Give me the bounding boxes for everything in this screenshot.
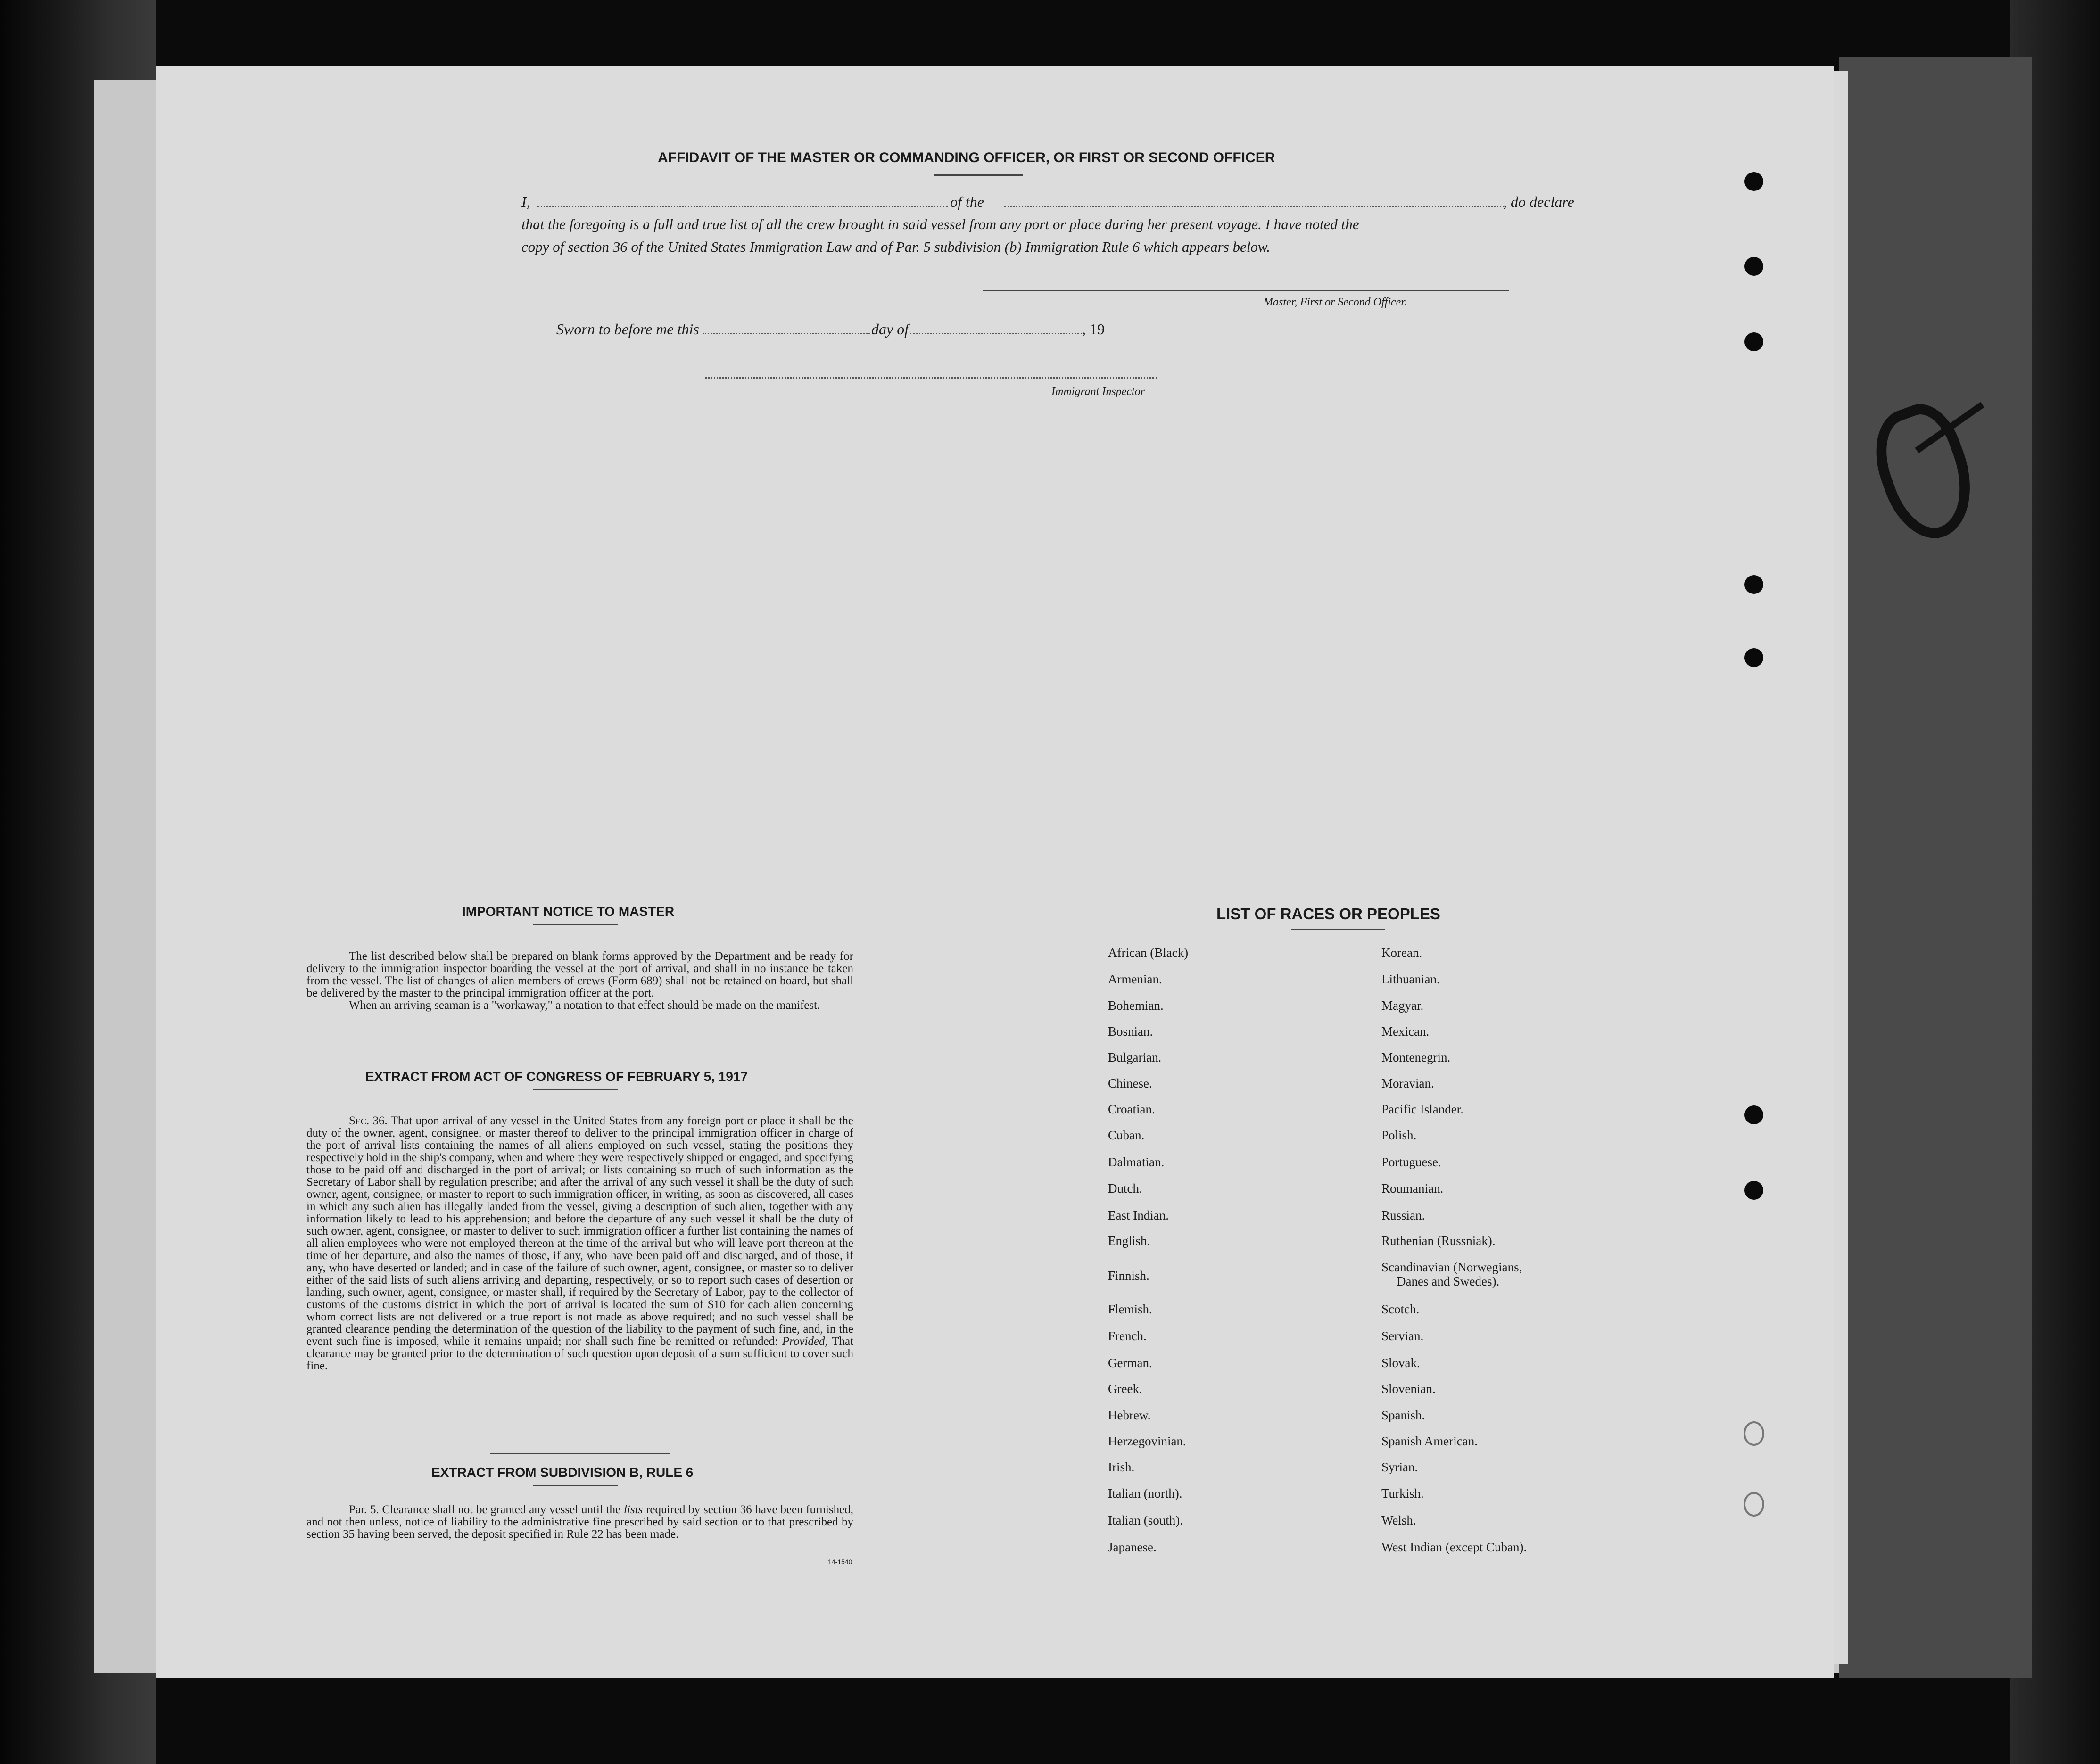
race-item: Roumanian. (1381, 1181, 1444, 1195)
race-item: Portuguese. (1381, 1155, 1441, 1169)
race-item: Italian (north). (1108, 1486, 1182, 1500)
punch-hole (1744, 1105, 1763, 1124)
form-number: 14-1540 (828, 1558, 852, 1566)
race-item: Moravian. (1381, 1076, 1434, 1090)
race-item: Scotch. (1381, 1302, 1420, 1316)
race-item: Cuban. (1108, 1128, 1145, 1142)
race-item: Lithuanian. (1381, 972, 1440, 986)
race-item: Spanish. (1381, 1408, 1425, 1422)
sworn-month-blank (910, 333, 1082, 334)
race-item: Korean. (1381, 946, 1422, 960)
race-item: Bosnian. (1108, 1024, 1153, 1039)
race-item: Herzegovinian. (1108, 1434, 1186, 1448)
section-36-text: That upon arrival of any vessel in the United States from any foreign port or place it shall be the duty of the owner, agent, consignee, or master thereof to deliver to the principal immigration officer in charge of the port of arrival lists containing the names of all aliens employed on such vessel, stating the positions they respectively hold in the ship's company, when and where they were respectively shipped or engaged, and specifying those to be paid off and discharged in the port of arrival; or lists containing so much of such information as the Secretary of Labor shall by regulation prescribe; and after the arrival of any such vessel it shall be the duty of such owner, agent, consignee, or master to report to such immigration officer, in writing, as soon as discovered, all cases in which any such alien has illegally landed from the vessel, giving a description of such alien, together with any information likely to lead to his apprehension; and before the departure of any such vessel it shall be the duty of such owner, agent, consignee, or master to deliver to such immigration officer a further list containing the names of all alien employees who were not employed thereon at the time of the arrival but who will leave port thereon at the time of her departure, and also the names of those, if any, who have been paid off and discharged, and of those, if any, who have deserted or landed; and in case of the failure of such owner, agent, consignee, or master so to deliver either of the said lists of such aliens arriving and departing, respectively, or so to report such cases of desertion or landing, such owner, agent, consignee, or master shall, if required by the Secretary of Labor, pay to the collector of customs of the customs district in which the port of arrival is located the sum of $10 for each alien concerning whom correct lists are not delivered or a true report is not made as above required; and no such vessel shall be granted clearance pending the determination of the question of the liability to the payment of such fine, and, in the event such fine is imposed, while it remains unpaid; nor shall such fine be remitted or refunded: (306, 1114, 853, 1348)
punch-hole (1744, 257, 1763, 276)
extract-rule-text (306, 1504, 853, 1541)
race-item: Magyar. (1381, 998, 1424, 1013)
name-blank (537, 206, 948, 207)
notice-para2: When an arriving seaman is a "workaway," a notation to that effect should be made on the manifest. (349, 999, 820, 1012)
race-item: Slovak. (1381, 1356, 1420, 1370)
notice-text (306, 950, 853, 1012)
master-caption: Master, First or Second Officer. (1264, 296, 1407, 308)
race-item: West Indian (except Cuban). (1381, 1540, 1527, 1554)
punch-ring (1744, 1421, 1764, 1446)
race-item: Danes and Swedes). (1397, 1274, 1500, 1288)
race-item: Italian (south). (1108, 1513, 1183, 1527)
affidavit-line1-mid: of the (950, 193, 984, 210)
race-item: Finnish. (1108, 1269, 1149, 1283)
race-item: African (Black) (1108, 946, 1189, 960)
punch-hole (1744, 648, 1763, 667)
provided-word: Provided, (782, 1335, 828, 1348)
sworn-start: Sworn to before me this (556, 321, 699, 338)
extract-rule-rule (533, 1485, 618, 1486)
race-item: Greek. (1108, 1382, 1142, 1396)
punch-ring (1744, 1492, 1764, 1517)
race-item: Dutch. (1108, 1181, 1142, 1195)
race-item: Mexican. (1381, 1024, 1430, 1039)
race-item: Spanish American. (1381, 1434, 1478, 1448)
race-item: Dalmatian. (1108, 1155, 1165, 1169)
race-item: Servian. (1381, 1329, 1424, 1343)
sworn-end: , 19 (1082, 321, 1105, 338)
affidavit-line1-start: I, (521, 193, 530, 210)
race-item: Chinese. (1108, 1076, 1152, 1090)
punch-hole (1744, 172, 1763, 191)
punch-hole (1744, 332, 1763, 351)
sworn-day-blank (703, 333, 870, 334)
punch-hole (1744, 1181, 1763, 1200)
title-rule (934, 174, 1023, 176)
form-page (156, 66, 1834, 1678)
race-item: Flemish. (1108, 1302, 1152, 1316)
race-item: Montenegrin. (1381, 1050, 1451, 1064)
section-rule (490, 1453, 670, 1454)
section-36-text-end: That clearance may be granted prior to the determination of such question upon deposit of a sum sufficient to cover such fine. (306, 1335, 853, 1372)
race-item: Armenian. (1108, 972, 1162, 986)
races-title: LIST OF RACES OR PEOPLES (1216, 905, 1440, 923)
rule-text-b: required by section 36 have been furnished, and not then unless, notice of liability to the administrative fine prescribed by said section or to that prescribed by section 35 having been served, the deposit specified in Rule 22 has been made. (306, 1503, 854, 1541)
sworn-mid: day of (871, 321, 909, 338)
extract-act-text (306, 1115, 853, 1372)
race-item: English. (1108, 1234, 1150, 1248)
race-item: German. (1108, 1356, 1152, 1370)
race-item: Polish. (1381, 1128, 1417, 1142)
affidavit-line1-end: , do declare (1503, 193, 1574, 210)
affidavit-title: AFFIDAVIT OF THE MASTER OR COMMANDING OFFICER, OR FIRST OR SECOND OFFICER (658, 150, 1275, 165)
race-item: Slovenian. (1381, 1382, 1436, 1396)
race-item: French. (1108, 1329, 1147, 1343)
affidavit-line3: copy of section 36 of the United States Immigration Law and of Par. 5 subdivision (b) Immigration Rule 6 which appears below. (521, 239, 1271, 255)
vessel-blank (1004, 206, 1504, 207)
master-signature-line (983, 290, 1509, 291)
race-item: Bulgarian. (1108, 1050, 1162, 1064)
race-item: Ruthenian (Russniak). (1381, 1234, 1496, 1248)
punch-hole (1744, 575, 1763, 594)
notice-rule (533, 924, 618, 925)
race-item: Croatian. (1108, 1102, 1155, 1116)
race-item: Hebrew. (1108, 1408, 1151, 1422)
race-item: Turkish. (1381, 1486, 1424, 1500)
extract-act-title: EXTRACT FROM ACT OF CONGRESS OF FEBRUARY 5, 1917 (365, 1069, 748, 1084)
underlying-sheet (1839, 57, 2032, 1678)
extract-rule-title: EXTRACT FROM SUBDIVISION B, RULE 6 (431, 1465, 694, 1480)
race-item: East Indian. (1108, 1208, 1169, 1222)
rule-text-a: Par. 5. Clearance shall not be granted any vessel until the (349, 1503, 621, 1516)
race-item: Japanese. (1108, 1540, 1157, 1554)
inspector-caption: Immigrant Inspector (1051, 386, 1145, 398)
notice-para1: The list described below shall be prepared on blank forms approved by the Department and be ready for delivery to the immigration inspector boarding the vessel at the port of arrival, and shall in no instance be taken from the vessel. The list of changes of alien members of crews (Form 689) shall not be retained on board, but shall be delivered by the master to the principal immigration officer at the port. (306, 950, 853, 999)
extract-act-rule (533, 1089, 618, 1090)
race-item: Bohemian. (1108, 998, 1164, 1013)
race-item: Irish. (1108, 1460, 1135, 1474)
race-item: Scandinavian (Norwegians, (1381, 1260, 1522, 1274)
race-item: Pacific Islander. (1381, 1102, 1463, 1116)
section-label: Sec. 36. (349, 1114, 388, 1127)
race-item: Russian. (1381, 1208, 1425, 1222)
race-item: Welsh. (1381, 1513, 1416, 1527)
race-item: Syrian. (1381, 1460, 1418, 1474)
notice-title: IMPORTANT NOTICE TO MASTER (462, 904, 675, 919)
lists-word: lists (623, 1503, 643, 1516)
affidavit-line2: that the foregoing is a full and true list of all the crew brought in said vessel from any port or place during her present voyage. I have noted the (521, 216, 1359, 232)
races-rule (1291, 929, 1385, 930)
inspector-signature-line (705, 377, 1157, 379)
